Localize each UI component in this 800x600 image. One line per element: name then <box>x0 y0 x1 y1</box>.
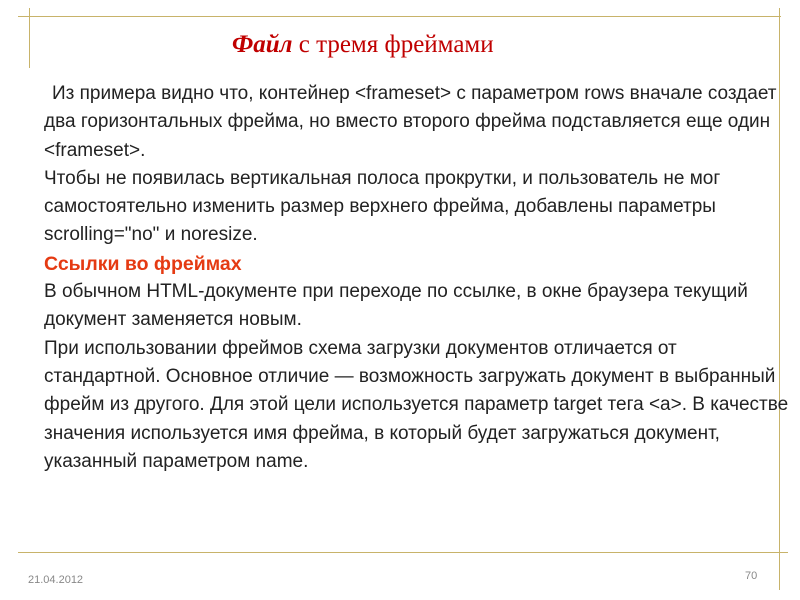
decorative-top-line <box>18 16 781 17</box>
footer-date: 21.04.2012 <box>28 574 84 586</box>
slide-title-emphasis: Файл <box>232 31 293 58</box>
page-number: 70 <box>745 570 758 582</box>
slide-title <box>232 30 494 60</box>
section-heading-frame-links: Ссылки во фреймах <box>44 252 242 275</box>
paragraph-scrolling-noresize: Чтобы не появилась вертикальная полоса прокрутки, и пользователь не мог самостоятельно изменить размер верхнего фрейма, добавлены параметры scrolling="no" и noresize. <box>44 167 721 246</box>
decorative-bottom-line <box>18 552 788 553</box>
decorative-left-line <box>29 8 30 68</box>
paragraph-frame-target: При использовании фреймов схема загрузки документов отличается от стандартной. Основное отличие — возможность загружать документ в выбранный фрейм из другого. Для этой цели используется параметр target тега <a>. В качестве значения используется имя фрейма, в который будет загружаться документ, указанный параметром name. <box>44 337 789 472</box>
slide-body <box>44 80 794 476</box>
paragraph-html-link-behavior: В обычном HTML-документе при переходе по ссылке, в окне браузера текущий документ заменяется новым. <box>44 281 748 331</box>
slide-title-rest: с тремя фреймами <box>292 31 494 58</box>
paragraph-frameset-rows: Из примера видно что, контейнер <frameset> с параметром rows вначале создает два горизонтальных фрейма, но вместо второго фрейма подставляется еще один <frameset>. <box>44 83 777 161</box>
